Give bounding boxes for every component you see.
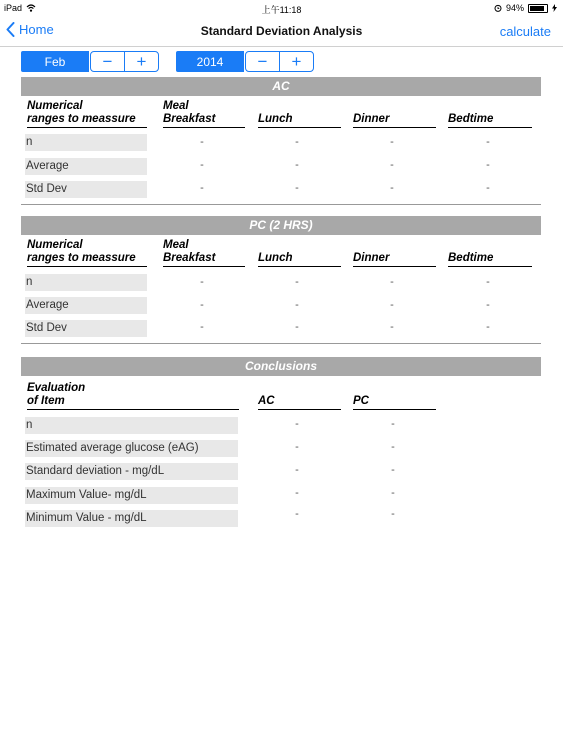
pc-col-dinner: Dinner (353, 252, 436, 267)
conclusions-min-pc: - (391, 508, 395, 520)
year-increment-button[interactable]: + (291, 52, 302, 71)
conclusions-n-pc: - (391, 418, 395, 430)
page-title: Standard Deviation Analysis (200, 24, 363, 38)
pc-row-average-label: Average (25, 297, 147, 314)
pc-average-bedtime: - (486, 299, 490, 311)
conclusions-min-ac: - (295, 508, 299, 520)
pc-col-bedtime: Bedtime (448, 252, 532, 267)
navigation-bar (0, 16, 563, 47)
ac-col-ranges (27, 100, 147, 128)
conclusions-eag-pc: - (391, 441, 395, 453)
ac-col-lunch: Lunch (258, 113, 341, 128)
conclusions-eag-ac: - (295, 441, 299, 453)
conclusions-col-pc: PC (353, 395, 436, 410)
alarm-icon (494, 4, 502, 12)
ac-average-breakfast: - (200, 159, 204, 171)
conclusions-col-item-line1: Evaluation (27, 382, 86, 394)
conclusions-row-max-label: Maximum Value- mg/dL (25, 487, 238, 504)
conclusions-row-stddev-label: Standard deviation - mg/dL (25, 463, 238, 480)
conclusions-col-ac: AC (258, 395, 341, 410)
pc-stddev-lunch: - (295, 321, 299, 333)
year-stepper (245, 51, 314, 72)
month-value[interactable]: Feb (21, 51, 89, 72)
ac-col-breakfast-line1: Meal (163, 100, 189, 112)
conclusions-col-item (27, 382, 239, 410)
conclusions-n-ac: - (295, 418, 299, 430)
battery-icon (528, 4, 548, 13)
conclusions-max-ac: - (295, 487, 299, 499)
conclusions-row-n-label: n (25, 417, 238, 434)
ac-n-bedtime: - (486, 136, 490, 148)
conclusions-col-item-line2: of Item (27, 395, 65, 407)
pc-row-stddev-label: Std Dev (25, 320, 147, 337)
year-value[interactable]: 2014 (176, 51, 244, 72)
conclusions-stddev-pc: - (391, 464, 395, 476)
ac-col-ranges-line2: ranges to meassure (27, 113, 136, 125)
pc-section-divider (21, 343, 541, 344)
ac-col-breakfast-line2: Breakfast (163, 113, 216, 125)
pc-col-ranges (27, 239, 147, 267)
ac-row-average-label: Average (25, 158, 147, 175)
ac-stddev-breakfast: - (200, 182, 204, 194)
pc-col-breakfast-line2: Breakfast (163, 252, 216, 264)
pc-row-n-label: n (25, 274, 147, 291)
pc-n-breakfast: - (200, 276, 204, 288)
pc-stddev-dinner: - (390, 321, 394, 333)
month-control (21, 51, 159, 72)
ac-col-ranges-line1: Numerical (27, 100, 83, 112)
year-decrement-button[interactable]: − (246, 52, 280, 71)
conclusions-row-eag-label: Estimated average glucose (eAG) (25, 440, 238, 457)
ac-row-stddev-label: Std Dev (25, 181, 147, 198)
ac-n-breakfast: - (200, 136, 204, 148)
pc-col-breakfast (163, 239, 245, 267)
device-label: iPad (4, 3, 23, 13)
ac-stddev-dinner: - (390, 182, 394, 194)
ac-average-bedtime: - (486, 159, 490, 171)
pc-average-dinner: - (390, 299, 394, 311)
month-stepper (90, 51, 159, 72)
ac-section-header: AC (21, 77, 541, 96)
pc-col-ranges-line1: Numerical (27, 239, 83, 251)
conclusions-stddev-ac: - (295, 464, 299, 476)
calculate-button[interactable]: calculate (499, 24, 551, 39)
ac-col-breakfast (163, 100, 245, 128)
pc-n-lunch: - (295, 276, 299, 288)
pc-col-ranges-line2: ranges to meassure (27, 252, 136, 264)
ac-n-dinner: - (390, 136, 394, 148)
ac-n-lunch: - (295, 136, 299, 148)
battery-percent: 94% (505, 3, 524, 13)
pc-col-breakfast-line1: Meal (163, 239, 189, 251)
clock: 上午11:18 (261, 5, 302, 15)
pc-n-bedtime: - (486, 276, 490, 288)
ac-stddev-bedtime: - (486, 182, 490, 194)
ac-average-dinner: - (390, 159, 394, 171)
ac-row-n-label: n (25, 134, 147, 151)
pc-average-lunch: - (295, 299, 299, 311)
conclusions-max-pc: - (391, 487, 395, 499)
pc-section-header: PC (2 HRS) (21, 216, 541, 235)
back-label: Home (19, 22, 54, 37)
status-bar (0, 0, 563, 16)
month-increment-button[interactable]: + (136, 52, 147, 71)
pc-average-breakfast: - (200, 299, 204, 311)
ac-stddev-lunch: - (295, 182, 299, 194)
ac-col-dinner: Dinner (353, 113, 436, 128)
charging-icon (552, 4, 557, 12)
month-decrement-button[interactable]: − (91, 52, 125, 71)
conclusions-row-min-label: Minimum Value - mg/dL (25, 510, 238, 527)
pc-stddev-bedtime: - (486, 321, 490, 333)
year-control (176, 51, 314, 72)
ac-col-bedtime: Bedtime (448, 113, 532, 128)
conclusions-section-header: Conclusions (21, 357, 541, 376)
pc-n-dinner: - (390, 276, 394, 288)
ac-section-divider (21, 204, 541, 205)
pc-stddev-breakfast: - (200, 321, 204, 333)
ac-average-lunch: - (295, 159, 299, 171)
pc-col-lunch: Lunch (258, 252, 341, 267)
